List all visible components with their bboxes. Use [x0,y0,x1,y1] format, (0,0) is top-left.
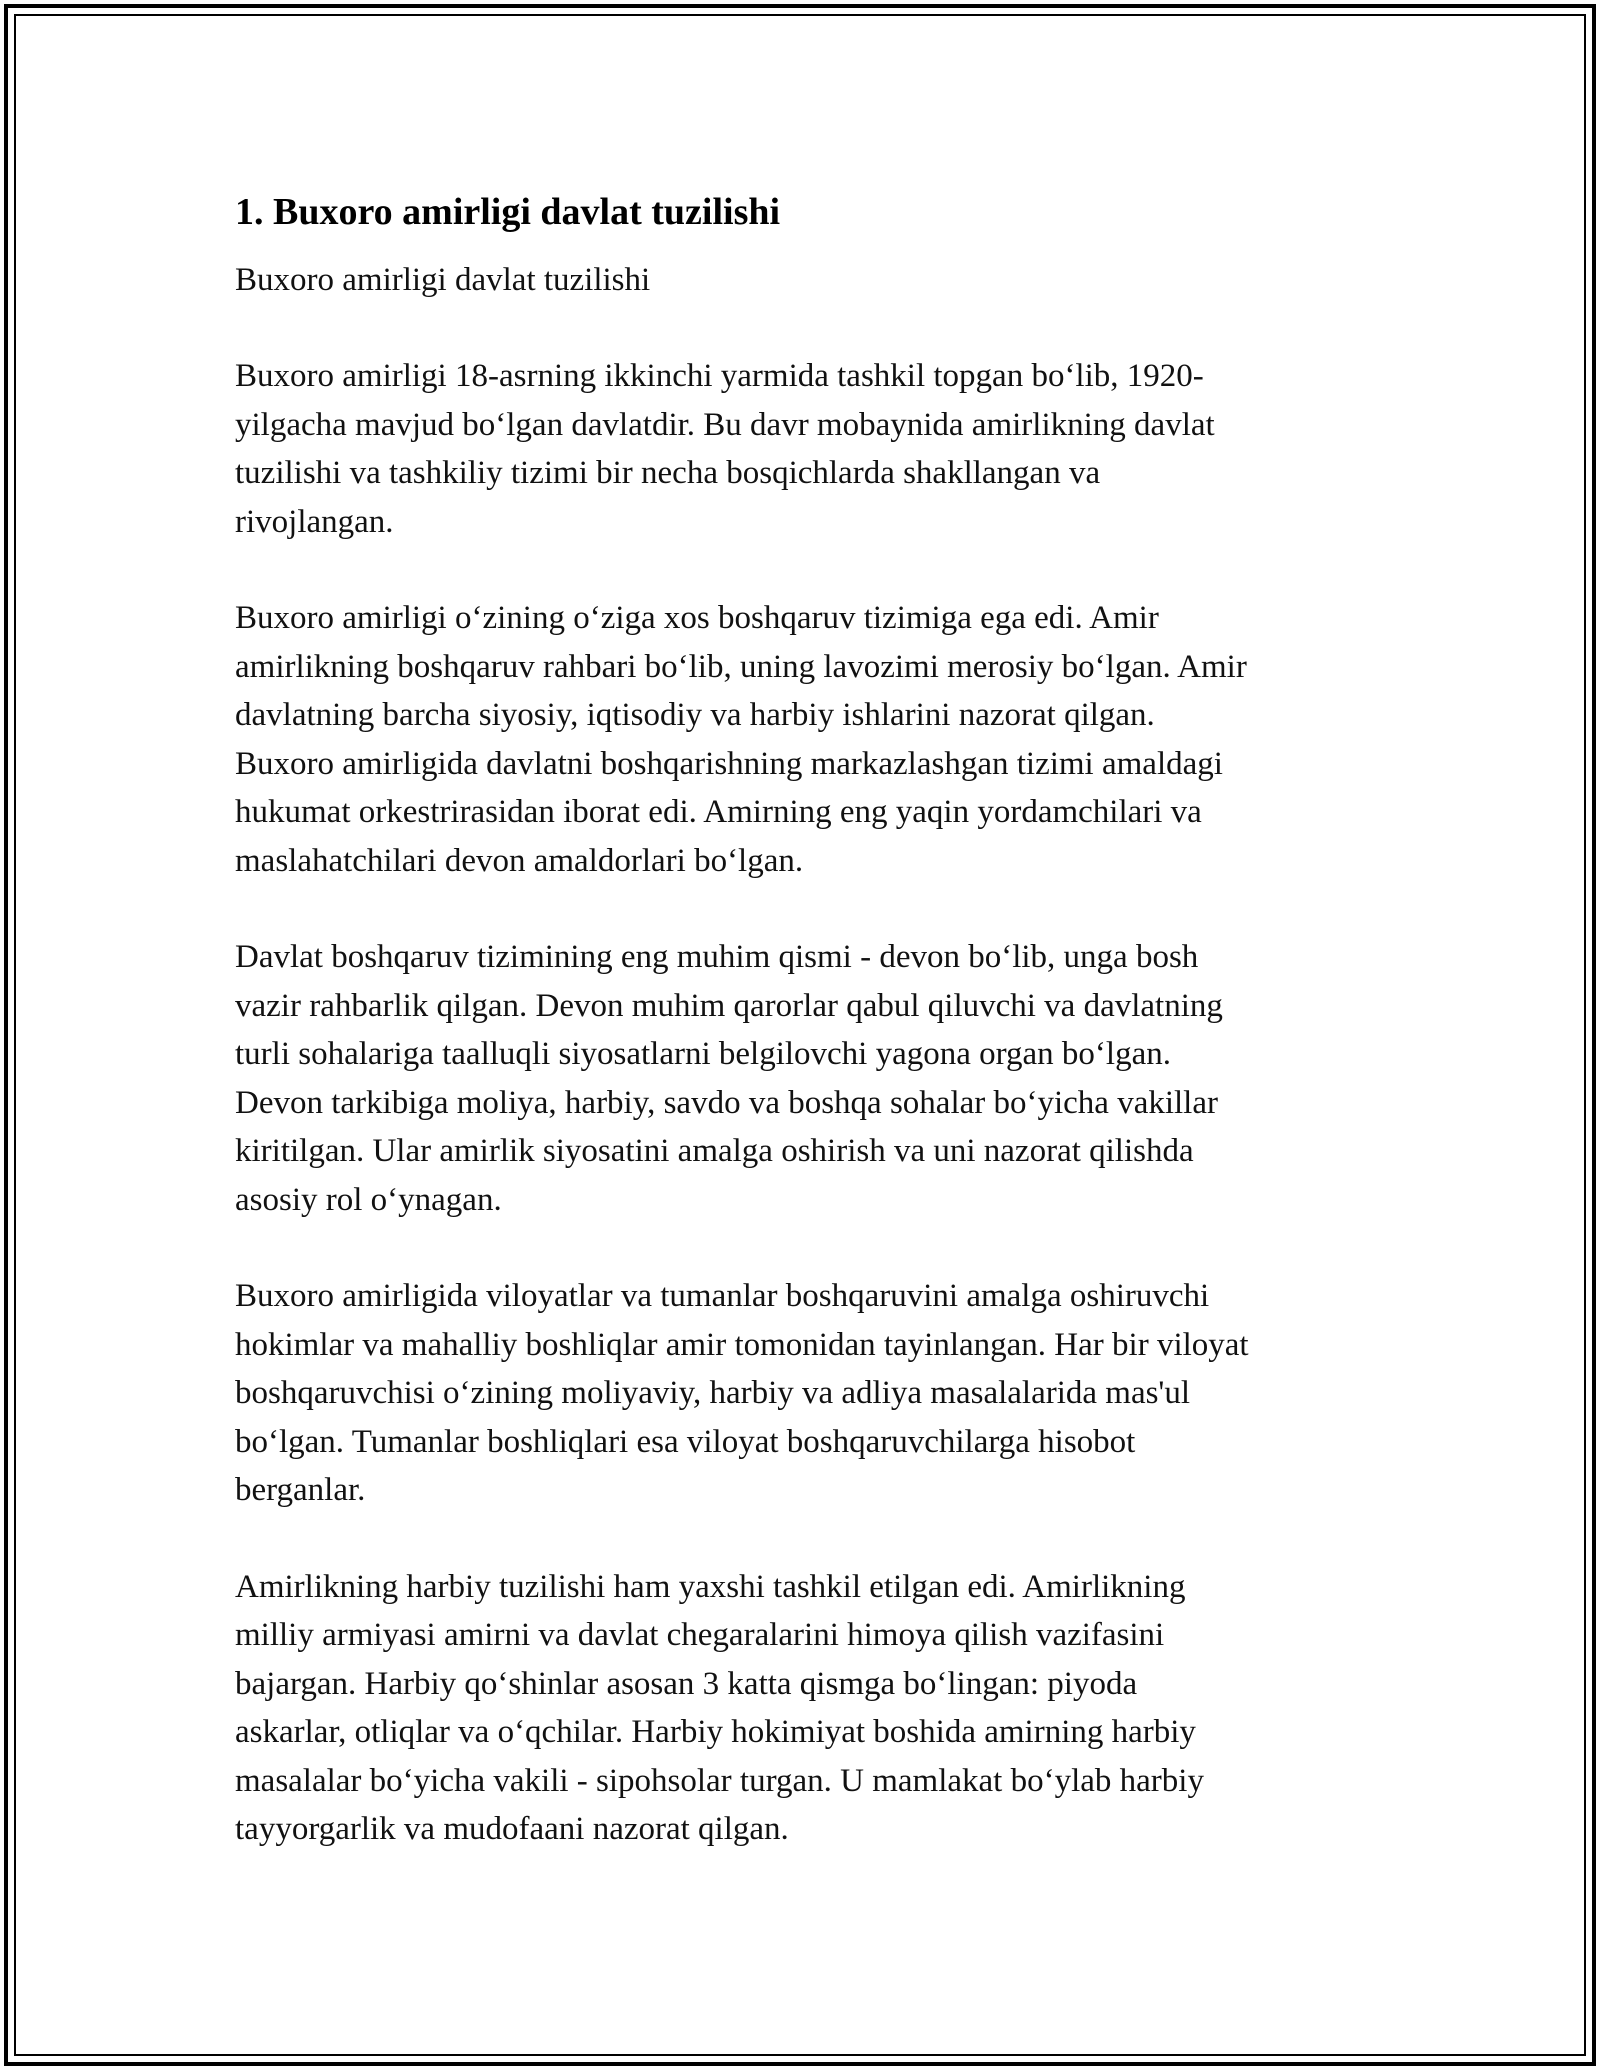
paragraph-devon: Davlat boshqaruv tizimining eng muhim qismi - devon bo‘lib, unga bosh vazir rahbarlik qilgan. Devon muhim qarorlar qabul qiluvchi va davlatning turli sohalariga taalluqli siyosatlarni belgilovchi yagona organ bo‘lgan. Devon tarkibiga moliya, harbiy, savdo va boshqa sohalar bo‘yicha vakillar kiritilgan. Ular amirlik siyosatini amalga oshirish va uni nazorat qilishda asosiy rol o‘ynagan. [235,939,1223,1218]
document-heading: 1. Buxoro amirligi davlat tuzilishi [235,191,781,233]
paragraph-provinces: Buxoro amirligida viloyatlar va tumanlar boshqaruvini amalga oshiruvchi hokimlar va mahalliy boshliqlar amir tomonidan tayinlangan. Har bir viloyat boshqaruvchisi o‘zining moliyaviy, harbiy va adliya masalalarida mas'ul bo‘lgan. Tumanlar boshliqlari esa viloyat boshqaruvchilarga hisobot berganlar. [235,1278,1249,1508]
document-subtitle: Buxoro amirligi davlat tuzilishi [235,262,651,298]
paragraph-founding: Buxoro amirligi 18-asrning ikkinchi yarmida tashkil topgan bo‘lib, 1920- yilgacha mavjud bo‘lgan davlatdir. Bu davr mobaynida amirlikning davlat tuzilishi va tashkiliy tizimi bir necha bosqichlarda shakllangan va rivojlangan. [235,358,1215,540]
paragraph-governance: Buxoro amirligi o‘zining o‘ziga xos boshqaruv tizimiga ega edi. Amir amirlikning boshqaruv rahbari bo‘lib, uning lavozimi merosiy bo‘lgan. Amir davlatning barcha siyosiy, iqtisodiy va harbiy ishlarini nazorat qilgan. Buxoro amirligida davlatni boshqarishning markazlashgan tizimi amaldagi hukumat orkestrirasidan iborat edi. Amirning eng yaqin yordamchilari va maslahatchilari devon amaldorlari bo‘lgan. [235,600,1247,879]
paragraph-military: Amirlikning harbiy tuzilishi ham yaxshi tashkil etilgan edi. Amirlikning milliy armiyasi amirni va davlat chegaralarini himoya qilish vazifasini bajargan. Harbiy qo‘shinlar asosan 3 katta qismga bo‘lingan: piyoda askarlar, otliqlar va o‘qchilar. Harbiy hokimiyat boshida amirning harbiy masalalar bo‘yicha vakili - sipohsolar turgan. U mamlakat bo‘ylab harbiy tayyorgarlik va mudofaani nazorat qilgan. [235,1568,1204,1847]
document-body [235,186,1375,1854]
